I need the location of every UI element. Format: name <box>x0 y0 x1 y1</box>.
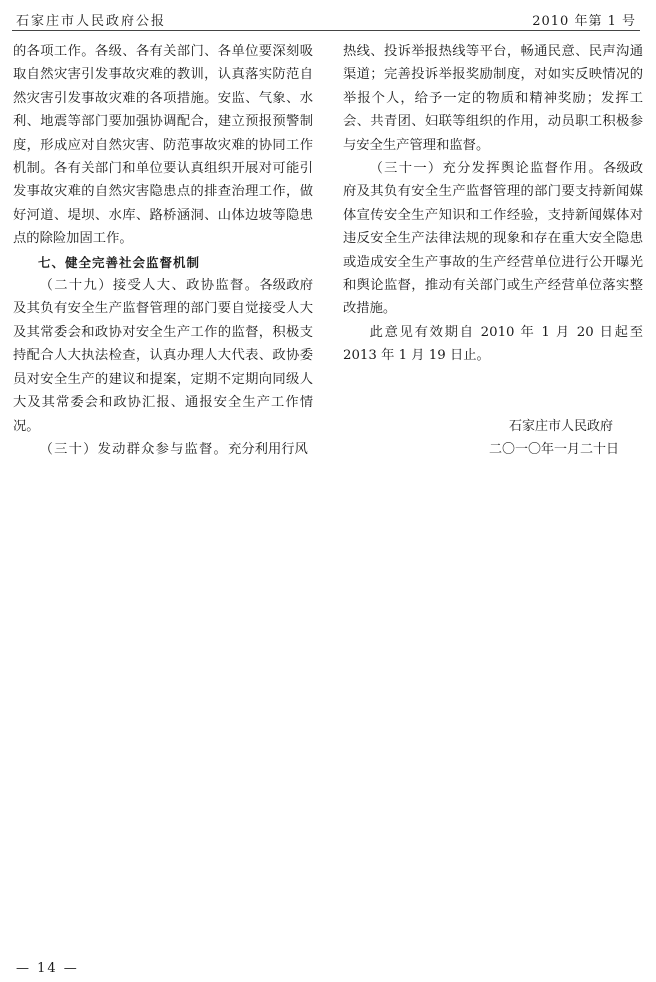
right-column <box>343 40 643 462</box>
validity-statement: 此意见有效期自 2010 年 1 月 20 日起至 2013 年 1 月 19 日止。 <box>343 324 643 364</box>
paragraph-29-body: 各级政府及其负有安全生产监督管理的部门要自觉接受人大及其常委会和政协对安全生产工作的监督，积极支持配合人大执法检查，认真办理人大代表、政协委员对安全生产的建议和提案，定期不定期向同级人大及其常委会和政协汇报、通报安全生产工作情况。 <box>13 278 314 434</box>
paragraph-30-continued: 热线、投诉举报热线等平台，畅通民意、民声沟通渠道；完善投诉举报奖励制度，对如实反映情况的举报个人，给予一定的物质和精神奖励；发挥工会、共青团、妇联等组织的作用，动员职工积极参与安全生产管理和监督。 <box>343 44 643 153</box>
paragraph-31 <box>343 157 643 321</box>
paragraph-30-title: （三十）发动群众参与监督。 <box>39 441 229 457</box>
section-heading-seven: 七、健全完善社会监督机制 <box>38 254 201 270</box>
page-header <box>12 8 640 31</box>
signature-date: 二〇一〇年一月二十日 <box>488 442 619 458</box>
publication-title: 石家庄市人民政府公报 <box>16 14 167 29</box>
paragraph-disaster-prevention: 的各项工作。各级、各有关部门、各单位要深刻吸取自然灾害引发事故灾难的教训，认真落实防范自然灾害引发事故灾难的各项措施。安监、气象、水利、地震等部门要加强协调配合，建立预报预警制度，形成应对自然灾害、防范事故灾难的协同工作机制。各有关部门和单位要认真组织开展对可能引发事故灾难的自然灾害隐患点的排查治理工作，做好河道、堤坝、水库、路桥涵洞、山体边坡等隐患点的除险加固工作。 <box>13 44 313 247</box>
signature-organization: 石家庄市人民政府 <box>508 418 613 434</box>
issue-number: 2010 年第 1 号 <box>532 14 636 29</box>
paragraph-29 <box>13 274 313 438</box>
left-column <box>13 40 313 461</box>
page-number: — 14 — <box>16 961 79 976</box>
paragraph-30 <box>13 438 313 461</box>
paragraph-31-body: 各级政府及其负有安全生产监督管理的部门要支持新闻媒体宣传安全生产知识和工作经验，支持新闻媒体对违反安全生产法律法规的现象和存在重大安全隐患或造成安全生产事故的生产经营单位进行公开曝光和舆论监督，推动有关部门或生产经营单位落实整改措施。 <box>343 161 644 317</box>
paragraph-29-title: （二十九）接受人大、政协监督。 <box>39 278 260 294</box>
paragraph-30-body: 充分利用行风 <box>228 441 308 457</box>
paragraph-31-title: （三十一）充分发挥舆论监督作用。 <box>369 161 603 177</box>
